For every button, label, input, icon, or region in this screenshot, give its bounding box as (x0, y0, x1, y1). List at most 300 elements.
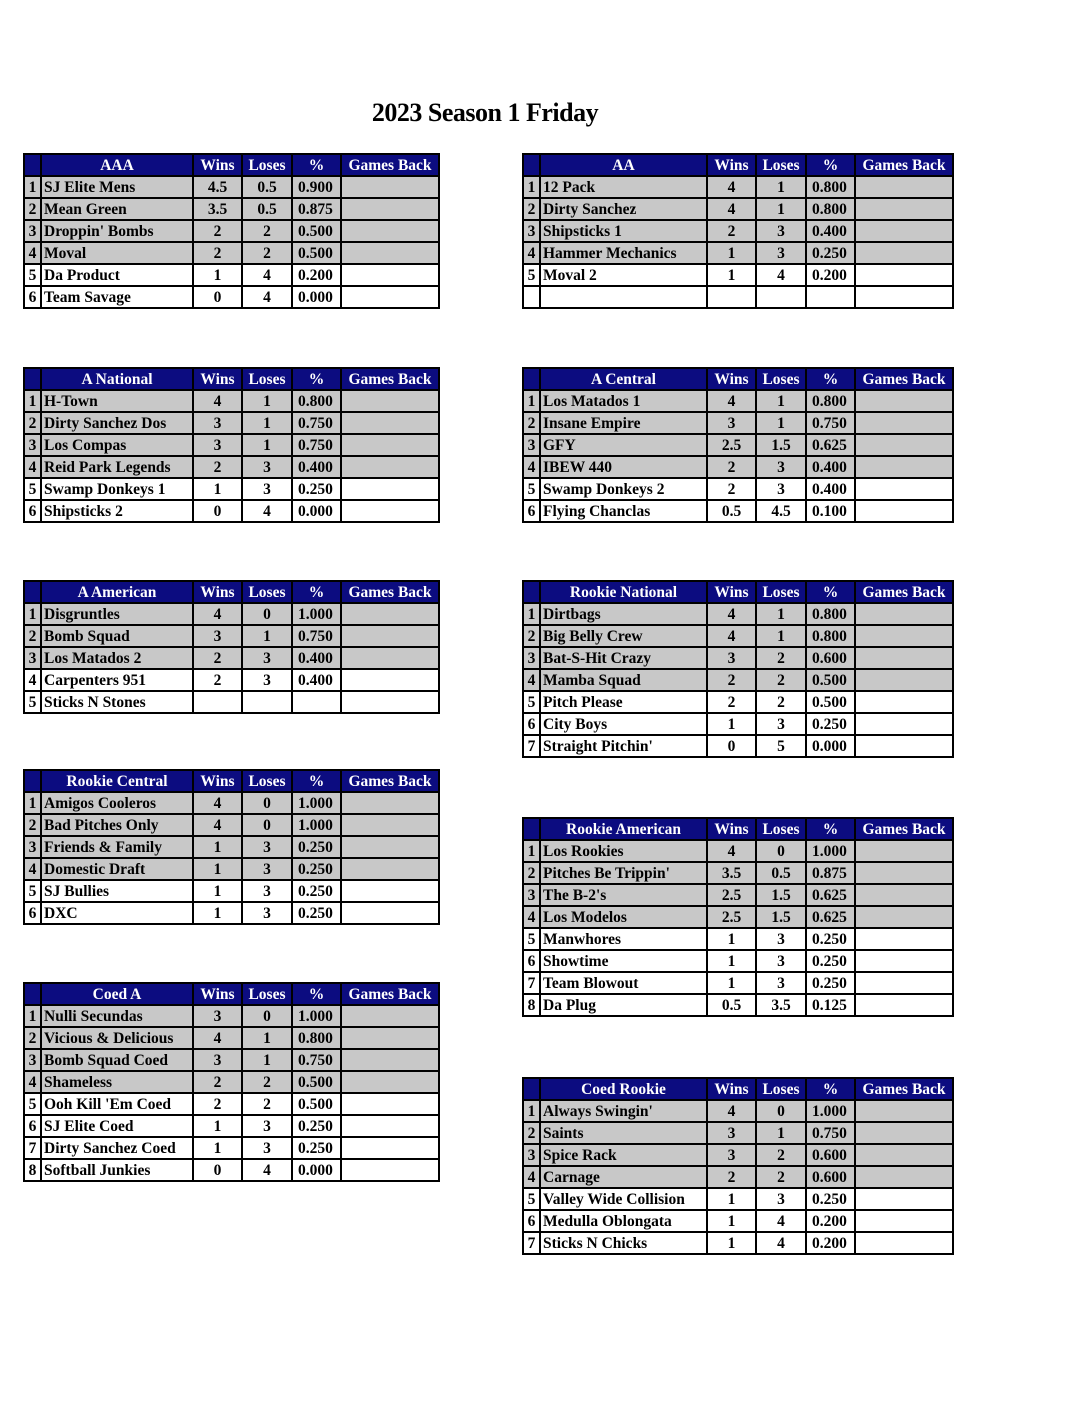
wins-cell: 2 (193, 220, 242, 242)
rank-header (523, 154, 540, 176)
pct-cell: 0.625 (806, 884, 855, 906)
team-name: Dirty Sanchez Coed (41, 1137, 193, 1159)
team-name: The B-2's (540, 884, 707, 906)
rank-cell: 5 (24, 1093, 41, 1115)
table-row (523, 1100, 953, 1122)
team-name: Los Compas (41, 434, 193, 456)
pct-cell: 0.250 (806, 928, 855, 950)
games-back-cell (341, 625, 439, 647)
pct-cell: 0.500 (292, 220, 341, 242)
wins-cell: 1 (193, 1137, 242, 1159)
games-back-header: Games Back (341, 154, 439, 176)
team-name: Los Matados 2 (41, 647, 193, 669)
wins-cell: 4 (707, 390, 756, 412)
games-back-header: Games Back (341, 368, 439, 390)
pct-cell (292, 691, 341, 713)
table-row (523, 242, 953, 264)
loses-cell: 3 (242, 478, 292, 500)
games-back-cell (855, 500, 953, 522)
team-name: Team Blowout (540, 972, 707, 994)
loses-header: Loses (756, 368, 806, 390)
loses-header: Loses (756, 1078, 806, 1100)
page-title: 2023 Season 1 Friday (371, 98, 599, 127)
pct-cell: 0.800 (806, 625, 855, 647)
games-back-cell (341, 1115, 439, 1137)
table-row (24, 1115, 439, 1137)
rank-cell: 4 (523, 906, 540, 928)
rank-cell: 2 (24, 412, 41, 434)
games-back-cell (855, 220, 953, 242)
loses-cell: 0 (756, 840, 806, 862)
rank-cell: 4 (24, 669, 41, 691)
wins-cell: 2 (193, 669, 242, 691)
rank-cell: 7 (523, 972, 540, 994)
loses-cell (242, 691, 292, 713)
wins-cell (707, 286, 756, 308)
rank-cell: 3 (24, 836, 41, 858)
pct-cell: 0.750 (806, 412, 855, 434)
standings-a-american (23, 580, 440, 714)
wins-cell: 1 (193, 836, 242, 858)
wins-cell: 2.5 (707, 906, 756, 928)
standings-coed-rookie (522, 1077, 954, 1255)
rank-header (523, 581, 540, 603)
table-row (24, 1005, 439, 1027)
rank-header (24, 368, 41, 390)
wins-cell: 1 (707, 928, 756, 950)
loses-cell: 3 (756, 220, 806, 242)
table-row (523, 994, 953, 1016)
wins-cell: 3.5 (193, 198, 242, 220)
pct-cell: 0.250 (806, 1188, 855, 1210)
games-back-header: Games Back (855, 1078, 953, 1100)
team-name: Dirtbags (540, 603, 707, 625)
loses-cell: 3 (756, 950, 806, 972)
team-name: GFY (540, 434, 707, 456)
rank-cell: 4 (24, 858, 41, 880)
table-row (523, 220, 953, 242)
pct-cell: 0.250 (806, 713, 855, 735)
games-back-cell (341, 176, 439, 198)
rank-cell: 4 (523, 669, 540, 691)
loses-cell: 1 (242, 1027, 292, 1049)
rank-cell: 3 (523, 1144, 540, 1166)
table-row (24, 286, 439, 308)
loses-cell: 3 (756, 928, 806, 950)
wins-cell: 1 (707, 242, 756, 264)
wins-header: Wins (707, 818, 756, 840)
rank-cell: 5 (523, 928, 540, 950)
games-back-cell (341, 390, 439, 412)
pct-cell: 0.800 (806, 176, 855, 198)
loses-cell: 2 (756, 691, 806, 713)
pct-cell: 0.250 (806, 972, 855, 994)
team-name (540, 286, 707, 308)
rank-cell: 5 (24, 691, 41, 713)
loses-header: Loses (756, 818, 806, 840)
table-row (24, 220, 439, 242)
pct-cell: 0.750 (806, 1122, 855, 1144)
rank-cell: 6 (24, 902, 41, 924)
table-row (523, 862, 953, 884)
standings-aa (522, 153, 954, 309)
pct-cell: 0.600 (806, 647, 855, 669)
team-name: Showtime (540, 950, 707, 972)
games-back-cell (341, 1137, 439, 1159)
games-back-header: Games Back (855, 581, 953, 603)
division-name: AAA (41, 154, 193, 176)
pct-header: % (292, 581, 341, 603)
games-back-cell (855, 286, 953, 308)
rank-cell: 6 (24, 500, 41, 522)
wins-header: Wins (193, 154, 242, 176)
pct-cell: 0.875 (806, 862, 855, 884)
wins-cell: 3 (707, 647, 756, 669)
table-row (24, 836, 439, 858)
rank-cell: 1 (24, 176, 41, 198)
wins-cell: 2 (707, 456, 756, 478)
wins-cell: 1 (193, 902, 242, 924)
pct-cell: 0.600 (806, 1144, 855, 1166)
pct-cell: 1.000 (292, 603, 341, 625)
header-row (24, 581, 439, 603)
wins-cell: 4 (193, 814, 242, 836)
team-name: Mamba Squad (540, 669, 707, 691)
wins-cell: 0 (193, 286, 242, 308)
wins-cell: 0.5 (707, 994, 756, 1016)
wins-cell: 3 (707, 412, 756, 434)
table-row (24, 456, 439, 478)
wins-header: Wins (707, 581, 756, 603)
games-back-header: Games Back (855, 368, 953, 390)
loses-header: Loses (242, 983, 292, 1005)
loses-cell: 2 (242, 1071, 292, 1093)
loses-cell: 3 (242, 647, 292, 669)
team-name: Valley Wide Collision (540, 1188, 707, 1210)
games-back-cell (341, 836, 439, 858)
wins-cell: 4 (193, 390, 242, 412)
table-row (523, 691, 953, 713)
team-name: Sticks N Stones (41, 691, 193, 713)
loses-cell: 4 (242, 264, 292, 286)
table-row (523, 434, 953, 456)
wins-cell: 3.5 (707, 862, 756, 884)
wins-cell: 3 (193, 412, 242, 434)
loses-cell: 3 (756, 242, 806, 264)
rank-cell: 4 (523, 456, 540, 478)
division-name: A Central (540, 368, 707, 390)
games-back-cell (855, 1166, 953, 1188)
standings-aaa (23, 153, 440, 309)
team-name: Swamp Donkeys 1 (41, 478, 193, 500)
games-back-cell (341, 220, 439, 242)
header-row (523, 818, 953, 840)
wins-cell: 3 (707, 1122, 756, 1144)
rank-cell: 1 (24, 603, 41, 625)
wins-cell: 4 (707, 603, 756, 625)
pct-cell: 0.250 (292, 1137, 341, 1159)
wins-cell: 4 (707, 1100, 756, 1122)
pct-cell: 0.750 (292, 434, 341, 456)
pct-header: % (806, 1078, 855, 1100)
rank-cell: 6 (523, 713, 540, 735)
pct-cell: 0.800 (806, 603, 855, 625)
team-name: Pitches Be Trippin' (540, 862, 707, 884)
games-back-cell (855, 691, 953, 713)
loses-cell: 1 (242, 625, 292, 647)
pct-cell: 0.000 (292, 286, 341, 308)
wins-header: Wins (707, 1078, 756, 1100)
pct-cell: 0.000 (292, 500, 341, 522)
loses-cell: 1 (756, 1122, 806, 1144)
games-back-cell (341, 1049, 439, 1071)
table-row (24, 814, 439, 836)
header-row (523, 1078, 953, 1100)
games-back-cell (341, 792, 439, 814)
pct-cell: 0.400 (806, 220, 855, 242)
rank-cell: 2 (523, 198, 540, 220)
team-name: Manwhores (540, 928, 707, 950)
rank-cell: 4 (24, 456, 41, 478)
games-back-cell (855, 603, 953, 625)
table-row (24, 1159, 439, 1181)
loses-cell: 3 (242, 836, 292, 858)
wins-cell: 4 (193, 792, 242, 814)
loses-cell: 0 (242, 1005, 292, 1027)
games-back-cell (855, 1232, 953, 1254)
rank-cell: 5 (24, 478, 41, 500)
loses-cell: 3 (756, 1188, 806, 1210)
loses-header: Loses (242, 368, 292, 390)
pct-cell: 1.000 (806, 840, 855, 862)
pct-cell: 0.500 (806, 691, 855, 713)
wins-cell: 1 (707, 713, 756, 735)
rank-cell: 1 (24, 390, 41, 412)
table-row (523, 456, 953, 478)
team-name: H-Town (41, 390, 193, 412)
division-name: A American (41, 581, 193, 603)
team-name: SJ Elite Coed (41, 1115, 193, 1137)
table-row (523, 625, 953, 647)
rank-cell: 5 (24, 880, 41, 902)
header-row (523, 154, 953, 176)
pct-cell: 0.100 (806, 500, 855, 522)
header-row (523, 581, 953, 603)
games-back-cell (341, 478, 439, 500)
loses-cell: 2 (756, 669, 806, 691)
wins-cell: 2 (193, 1093, 242, 1115)
table-row (523, 412, 953, 434)
wins-cell: 1 (193, 880, 242, 902)
loses-cell: 4.5 (756, 500, 806, 522)
team-name: Friends & Family (41, 836, 193, 858)
division-name: AA (540, 154, 707, 176)
wins-cell: 0.5 (707, 500, 756, 522)
table-row (523, 176, 953, 198)
standings-rookie-american (522, 817, 954, 1017)
rank-cell: 5 (523, 691, 540, 713)
standings-rookie-central (23, 769, 440, 925)
table-row (24, 1049, 439, 1071)
standings-coed-a (23, 982, 440, 1182)
team-name: Pitch Please (540, 691, 707, 713)
team-name: Bad Pitches Only (41, 814, 193, 836)
team-name: Big Belly Crew (540, 625, 707, 647)
wins-cell: 1 (193, 478, 242, 500)
team-name: City Boys (540, 713, 707, 735)
division-name: Coed Rookie (540, 1078, 707, 1100)
pct-cell: 0.250 (292, 478, 341, 500)
loses-cell: 4 (242, 286, 292, 308)
loses-cell: 3 (756, 972, 806, 994)
loses-cell: 4 (756, 1210, 806, 1232)
games-back-cell (341, 1159, 439, 1181)
rank-cell: 2 (523, 862, 540, 884)
wins-cell: 1 (193, 858, 242, 880)
games-back-cell (855, 862, 953, 884)
loses-cell: 1 (756, 412, 806, 434)
table-row (24, 198, 439, 220)
wins-header: Wins (193, 368, 242, 390)
rank-cell: 2 (24, 1027, 41, 1049)
rank-cell: 2 (523, 1122, 540, 1144)
table-row (24, 858, 439, 880)
wins-cell: 2 (193, 1071, 242, 1093)
team-name: Straight Pitchin' (540, 735, 707, 757)
wins-cell: 1 (193, 264, 242, 286)
pct-cell: 0.250 (292, 880, 341, 902)
pct-header: % (292, 368, 341, 390)
wins-cell: 4.5 (193, 176, 242, 198)
wins-cell: 2 (193, 647, 242, 669)
loses-cell: 1 (242, 390, 292, 412)
pct-cell: 0.900 (292, 176, 341, 198)
table-row (24, 603, 439, 625)
loses-cell (756, 286, 806, 308)
games-back-cell (855, 713, 953, 735)
rank-header (24, 154, 41, 176)
team-name: Always Swingin' (540, 1100, 707, 1122)
table-row (523, 1166, 953, 1188)
division-name: Rookie Central (41, 770, 193, 792)
wins-header: Wins (707, 154, 756, 176)
team-name: Shameless (41, 1071, 193, 1093)
rank-cell: 1 (523, 603, 540, 625)
games-back-cell (341, 814, 439, 836)
header-row (24, 154, 439, 176)
games-back-cell (855, 390, 953, 412)
pct-cell: 0.200 (806, 264, 855, 286)
pct-cell (806, 286, 855, 308)
rank-header (24, 770, 41, 792)
games-back-cell (855, 1188, 953, 1210)
loses-header: Loses (242, 154, 292, 176)
pct-cell: 0.250 (292, 858, 341, 880)
wins-cell: 2 (707, 669, 756, 691)
table-row (523, 884, 953, 906)
table-row (24, 176, 439, 198)
table-row (24, 412, 439, 434)
loses-cell: 1 (756, 198, 806, 220)
wins-cell: 4 (193, 1027, 242, 1049)
games-back-cell (855, 1144, 953, 1166)
pct-cell: 0.200 (806, 1232, 855, 1254)
pct-header: % (806, 818, 855, 840)
pct-cell: 0.250 (806, 950, 855, 972)
team-name: Disgruntles (41, 603, 193, 625)
games-back-cell (341, 691, 439, 713)
rank-cell: 5 (523, 264, 540, 286)
table-row (24, 390, 439, 412)
team-name: Nulli Secundas (41, 1005, 193, 1027)
team-name: Moval 2 (540, 264, 707, 286)
games-back-cell (855, 1210, 953, 1232)
games-back-cell (855, 198, 953, 220)
team-name: Los Rookies (540, 840, 707, 862)
team-name: Carpenters 951 (41, 669, 193, 691)
wins-cell: 2 (707, 478, 756, 500)
rank-header (523, 818, 540, 840)
table-row (523, 735, 953, 757)
loses-cell: 2 (756, 1144, 806, 1166)
team-name: Insane Empire (540, 412, 707, 434)
games-back-header: Games Back (341, 770, 439, 792)
rank-cell: 5 (523, 478, 540, 500)
loses-cell: 2 (242, 220, 292, 242)
team-name: Flying Chanclas (540, 500, 707, 522)
games-back-cell (855, 647, 953, 669)
games-back-cell (855, 264, 953, 286)
team-name: Ooh Kill 'Em Coed (41, 1093, 193, 1115)
loses-cell: 1 (756, 625, 806, 647)
games-back-cell (341, 880, 439, 902)
rank-cell: 2 (24, 625, 41, 647)
table-row (523, 840, 953, 862)
team-name: Amigos Cooleros (41, 792, 193, 814)
division-name: Rookie American (540, 818, 707, 840)
pct-header: % (806, 581, 855, 603)
team-name: Sticks N Chicks (540, 1232, 707, 1254)
loses-cell: 1 (242, 1049, 292, 1071)
loses-cell: 0 (756, 1100, 806, 1122)
games-back-cell (341, 1027, 439, 1049)
table-row (24, 647, 439, 669)
team-name: Los Matados 1 (540, 390, 707, 412)
table-row (24, 264, 439, 286)
games-back-cell (855, 906, 953, 928)
pct-cell: 0.400 (806, 456, 855, 478)
table-row (523, 1232, 953, 1254)
team-name: Bat-S-Hit Crazy (540, 647, 707, 669)
pct-header: % (292, 983, 341, 1005)
rank-cell: 2 (523, 625, 540, 647)
rank-cell: 3 (24, 434, 41, 456)
pct-cell: 0.400 (806, 478, 855, 500)
wins-cell: 3 (707, 1144, 756, 1166)
team-name: Softball Junkies (41, 1159, 193, 1181)
loses-cell: 1 (756, 176, 806, 198)
pct-cell: 0.875 (292, 198, 341, 220)
pct-cell: 0.200 (292, 264, 341, 286)
wins-cell: 1 (707, 264, 756, 286)
wins-cell: 2 (193, 456, 242, 478)
team-name: SJ Bullies (41, 880, 193, 902)
wins-cell: 4 (707, 176, 756, 198)
games-back-cell (341, 647, 439, 669)
rank-cell: 7 (24, 1137, 41, 1159)
rank-cell: 8 (24, 1159, 41, 1181)
wins-cell: 1 (193, 1115, 242, 1137)
